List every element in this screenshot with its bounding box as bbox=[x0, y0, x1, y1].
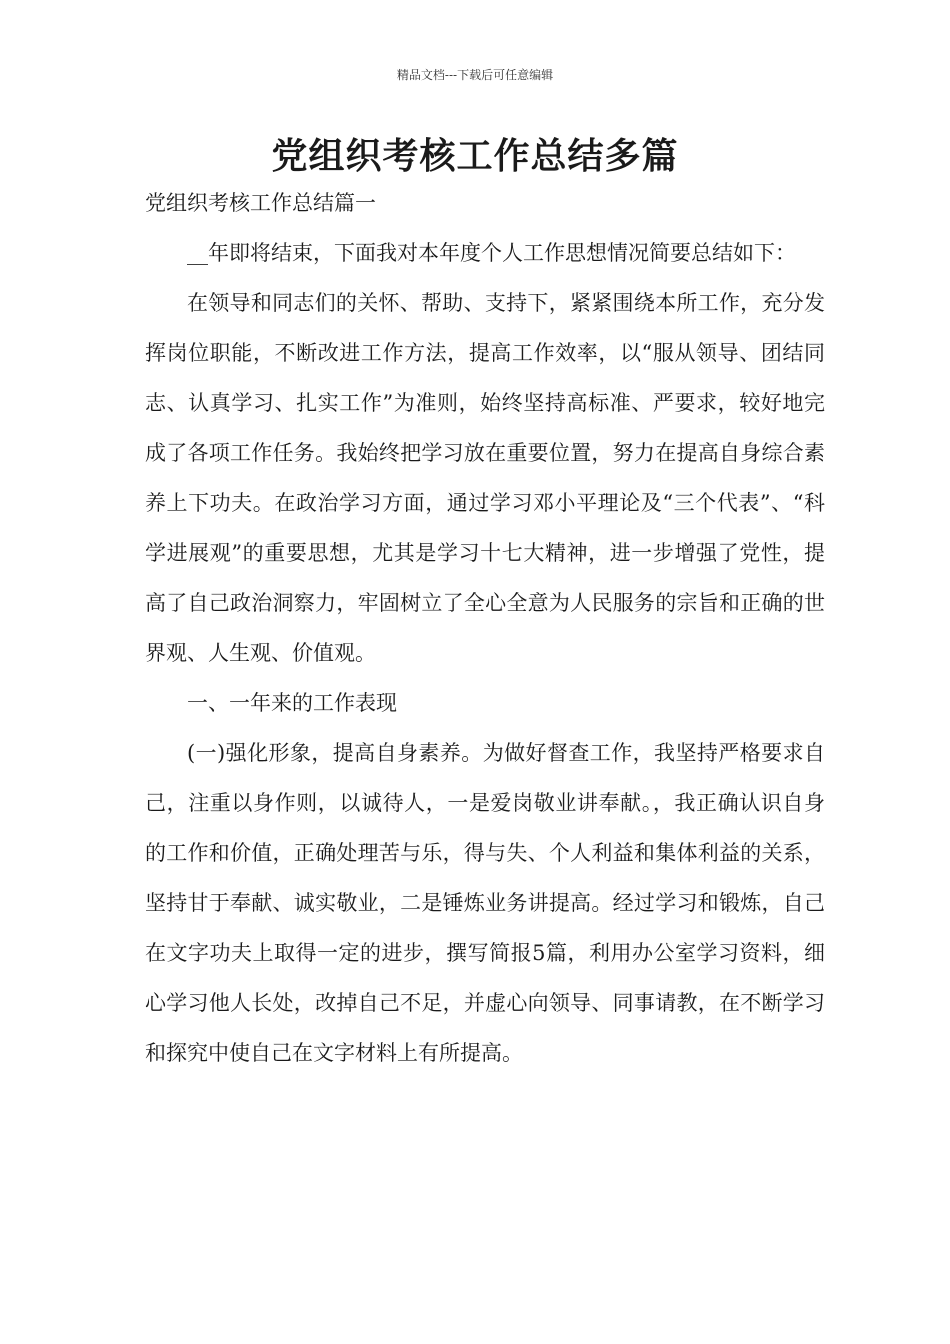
paragraph-performance: (一)强化形象，提高自身素养。为做好督查工作，我坚持严格要求自己，注重以身作则，以诚待人，一是爱岗敬业讲奉献。，我正确认识自身的工作和价值，正确处理苦与乐，得与失、个人利益和集体利益的关系，坚持甘于奉献、诚实敬业，二是锤炼业务讲提高。经过学习和锻炼，自己在文字功夫上取得一定的进步，撰写简报5篇，利用办公室学习资料，细心学习他人长处，改掉自己不足，并虚心向领导、同事请教，在不断学习和探究中使自己在文字材料上有所提高。 bbox=[145, 741, 825, 1065]
section-heading: 一、一年来的工作表现 bbox=[187, 691, 397, 715]
paragraph-intro: __年即将结束，下面我对本年度个人工作思想情况简要总结如下： bbox=[187, 241, 796, 265]
document-body bbox=[145, 178, 825, 1078]
paragraph-summary: 在领导和同志们的关怀、帮助、支持下，紧紧围绕本所工作，充分发挥岗位职能，不断改进工作方法，提高工作效率，以“服从领导、团结同志、认真学习、扎实工作”为准则，始终坚持高标准、严要求，较好地完成了各项工作任务。我始终把学习放在重要位置，努力在提高自身综合素养上下功夫。在政治学习方面，通过学习邓小平理论及“三个代表”、“科学进展观”的重要思想，尤其是学习十七大精神，进一步增强了党性，提高了自己政治洞察力，牢固树立了全心全意为人民服务的宗旨和正确的世界观、人生观、价值观。 bbox=[145, 291, 825, 665]
section-subtitle: 党组织考核工作总结篇一 bbox=[145, 191, 376, 215]
document-title: 党组织考核工作总结多篇 bbox=[271, 135, 679, 177]
page-header: 精品文档---下载后可任意编辑 bbox=[396, 68, 554, 82]
